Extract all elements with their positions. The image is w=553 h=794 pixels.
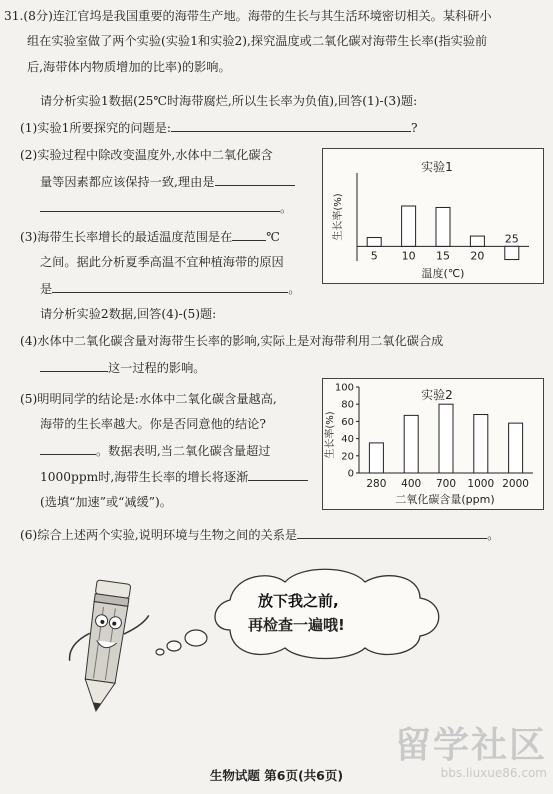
chart1-bar xyxy=(470,236,484,246)
q2-answer-blank-2[interactable] xyxy=(40,199,280,212)
q5-answer-blank-2[interactable] xyxy=(248,468,308,481)
watermark xyxy=(395,726,547,780)
q6 xyxy=(20,526,499,543)
q3-line3 xyxy=(40,280,300,297)
pencil-mascot-illustration xyxy=(60,560,460,730)
q5-line3 xyxy=(40,442,271,459)
chart2-xtick-label: 400 xyxy=(401,478,422,490)
q3-text: (3)海带生长率增长的最适温度范围是在 xyxy=(20,230,233,244)
chart2-bar xyxy=(439,404,453,473)
chart1-ylabel: 生长率(%) xyxy=(333,193,344,241)
page-footer: 生物试题 第6页(共6页) xyxy=(209,768,344,783)
q4-text: 这一过程的影响。 xyxy=(108,361,206,375)
q6-text: (6)综合上述两个实验,说明环境与生物之间的关系是 xyxy=(20,528,298,542)
chart1-xtick-label: 20 xyxy=(470,249,485,263)
q2-line1: (2)实验过程中除改变温度外,水体中二氧化碳含 xyxy=(20,148,273,162)
chart2-xlabel: 二氧化碳含量(ppm) xyxy=(395,493,495,506)
q5-answer-blank[interactable] xyxy=(40,442,96,455)
chart1-bar xyxy=(505,246,519,259)
chart1-title: 实验1 xyxy=(421,160,453,174)
q3-line1 xyxy=(20,228,280,245)
q1-text: (1)实验1所要探究的问题是: xyxy=(20,121,171,135)
chart-experiment1-svg xyxy=(323,149,543,283)
chart1-bar xyxy=(367,238,381,247)
chart2-ytick-label: 40 xyxy=(341,434,354,446)
q3-answer-blank[interactable] xyxy=(232,228,266,241)
q3-answer-blank-2[interactable] xyxy=(52,280,288,293)
chart2-bar xyxy=(369,443,383,473)
q3-end: 。 xyxy=(288,282,301,296)
cloud-text-line2: 再检查一遍哦! xyxy=(248,616,345,634)
chart2-title: 实验2 xyxy=(421,388,453,402)
chart2-xtick-label: 1000 xyxy=(467,478,495,490)
q2-line2 xyxy=(40,173,295,190)
q3-unit: ℃ xyxy=(266,230,280,244)
chart1-bar xyxy=(402,206,416,246)
chart2-bar xyxy=(474,415,488,473)
chart2-bar xyxy=(404,415,418,473)
chart1-xtick-label: 10 xyxy=(401,249,416,263)
chart1-xtick-label: 5 xyxy=(370,249,378,263)
q4-line2 xyxy=(40,359,206,376)
chart1-bar xyxy=(436,207,450,246)
q2-text: 量等因素都应该保持一致,理由是 xyxy=(40,175,215,189)
q2-end: 。 xyxy=(280,201,293,215)
lead-experiment2: 请分析实验2数据,回答(4)-(5)题: xyxy=(40,307,217,321)
q5-line5: (选填“加速”或“减缓”)。 xyxy=(40,495,172,509)
question-intro-line1: 31.(8分)连江官坞是我国重要的海带生产地。海带的生长与其生活环境密切相关。某科研小 xyxy=(4,9,492,23)
chart-experiment1 xyxy=(322,148,544,284)
chart1-xlabel: 温度(℃) xyxy=(421,267,465,280)
q2-line3 xyxy=(40,199,292,216)
question-intro-line3: 后,海带体内物质增加的比率)的影响。 xyxy=(27,60,231,74)
q4-answer-blank[interactable] xyxy=(40,359,108,372)
chart-experiment2-svg xyxy=(323,379,543,509)
watermark-url: bbs.liuxue86.com xyxy=(440,766,547,780)
chart2-ylabel: 生长率(%) xyxy=(325,411,336,459)
q3-line3-text: 是 xyxy=(40,282,53,296)
q4-line1: (4)水体中二氧化碳含量对海带生长率的影响,实际上是对海带利用二氧化碳合成 xyxy=(20,334,444,348)
q5-text3: 。数据表明,当二氧化碳含量超过 xyxy=(96,444,271,458)
q1 xyxy=(20,119,418,136)
q5-text4: 1000ppm时,海带生长率的增长将逐渐 xyxy=(40,470,249,484)
q5-line2: 海带的生长率越大。你是否同意他的结论? xyxy=(40,417,266,431)
chart1-xtick-label: 25 xyxy=(504,232,519,246)
q6-answer-blank[interactable] xyxy=(297,526,487,539)
chart2-ytick-label: 100 xyxy=(334,382,354,394)
lead-experiment1: 请分析实验1数据(25℃时海带腐烂,所以生长率为负值),回答(1)-(3)题: xyxy=(40,94,418,108)
q2-answer-blank[interactable] xyxy=(215,173,295,186)
q1-answer-blank[interactable] xyxy=(171,119,411,132)
chart2-ytick-label: 60 xyxy=(341,416,354,428)
chart2-ytick-label: 20 xyxy=(341,451,354,463)
q1-end: ? xyxy=(411,121,418,135)
chart1-xtick-label: 15 xyxy=(436,249,450,263)
pencil-character xyxy=(63,577,153,716)
q3-line2: 之间。据此分析夏季高温不宜种植海带的原因 xyxy=(40,255,284,269)
cloud-text-line1: 放下我之前, xyxy=(258,592,339,610)
chart2-ytick-label: 0 xyxy=(347,468,354,480)
chart2-ytick-label: 80 xyxy=(341,399,354,411)
chart2-xtick-label: 700 xyxy=(435,478,457,490)
chart2-bar xyxy=(509,423,523,473)
q5-line1: (5)明明同学的结论是:水体中二氧化碳含量越高, xyxy=(20,392,277,406)
chart2-xtick-label: 280 xyxy=(366,478,387,490)
chart2-xtick-label: 2000 xyxy=(502,478,529,490)
q5-line4 xyxy=(40,468,308,485)
chart-experiment2 xyxy=(322,378,544,510)
question-intro-line2: 组在实验室做了两个实验(实验1和实验2),探究温度或二氧化碳对海带生长率(指实验前 xyxy=(27,34,488,48)
q6-end: 。 xyxy=(487,528,500,542)
watermark-main: 留学社区 xyxy=(394,725,547,766)
